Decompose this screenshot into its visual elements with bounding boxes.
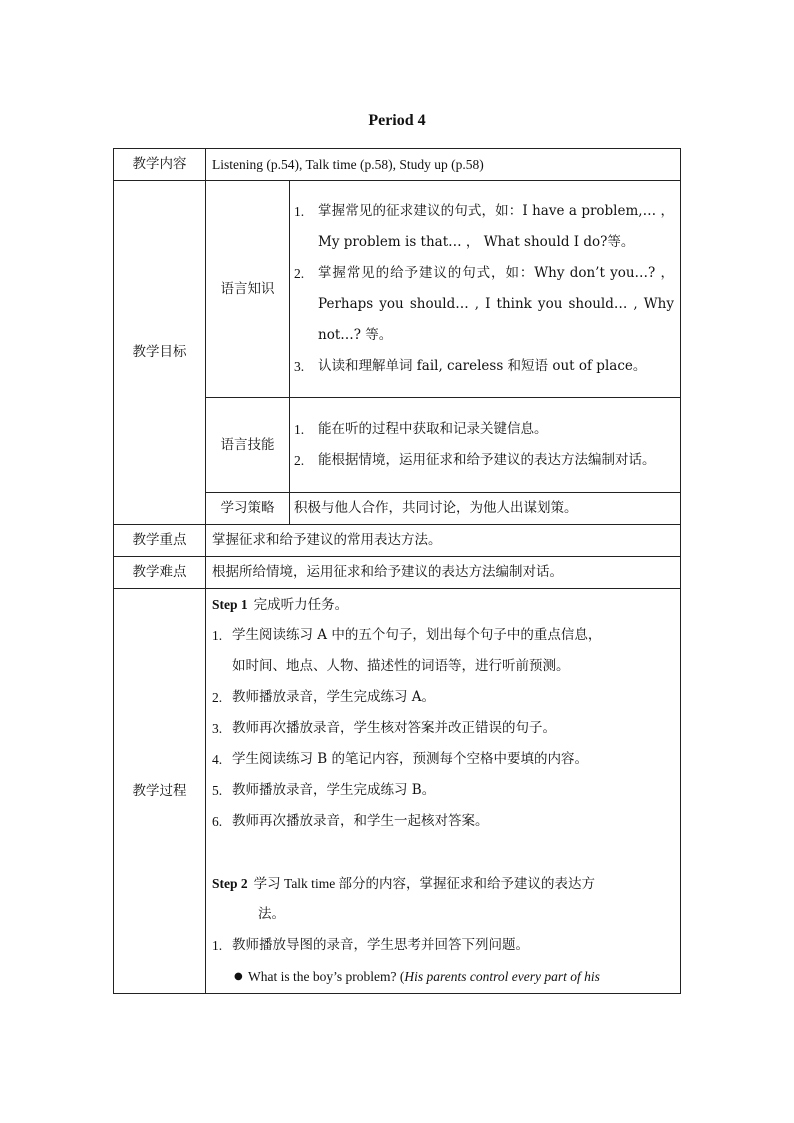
row-focus xyxy=(114,525,681,557)
list-item: 3. 认读和理解单词 fail, careless 和短语 out of place。 xyxy=(294,351,674,382)
list-item: 1. 学生阅读练习 A 中的五个句子，划出每个句子中的重点信息， xyxy=(212,627,602,643)
label-knowledge: 语言知识 xyxy=(206,181,290,398)
bullet-question: ● What is the boy’s problem? (His parents control every part of his xyxy=(212,961,674,992)
knowledge-cell xyxy=(290,181,681,398)
label-process: 教学过程 xyxy=(114,589,206,994)
list-item: 2. 能根据情境，运用征求和给予建议的表达方法编制对话。 xyxy=(294,445,674,476)
knowledge-item-1: 掌握常见的征求建议的句式，如：I have a problem,… ， My problem is that… ， What should I do?等。 xyxy=(318,203,674,250)
list-item: 1. 教师播放导图的录音，学生思考并回答下列问题。 xyxy=(212,937,529,953)
row-knowledge xyxy=(114,181,681,398)
row-content xyxy=(114,149,681,181)
label-skills: 语言技能 xyxy=(206,398,290,493)
list-item: 2. 掌握常见的给予建议的句式，如：Why don’t you…? ， Perhaps you should… , I think you should… , Why not…? 等。 xyxy=(294,258,674,351)
list-item: 5. 教师播放录音，学生完成练习 B。 xyxy=(212,782,436,798)
content-value: Listening (p.54), Talk time (p.58), Study up (p.58) xyxy=(206,149,681,181)
step2-heading-continued: 法。 xyxy=(258,906,285,922)
spacer xyxy=(212,837,674,868)
row-difficulty xyxy=(114,557,681,589)
step1-heading: Step 1 完成听力任务。 xyxy=(212,597,349,612)
skills-item-1: 能在听的过程中获取和记录关键信息。 xyxy=(318,421,548,437)
step2-heading: Step 2 学习 Talk time 部分的内容，掌握征求和给予建议的表达方 xyxy=(212,876,596,891)
list-item: 1. 能在听的过程中获取和记录关键信息。 xyxy=(294,414,674,445)
list-item: 3. 教师再次播放录音，学生核对答案并改正错误的句子。 xyxy=(212,720,556,736)
skills-cell xyxy=(290,398,681,493)
label-difficulty: 教学难点 xyxy=(114,557,206,589)
focus-value: 掌握征求和给予建议的常用表达方法。 xyxy=(206,525,681,557)
list-item-continued: 如时间、地点、人物、描述性的词语等，进行听前预测。 xyxy=(232,658,570,674)
label-content: 教学内容 xyxy=(114,149,206,181)
lesson-plan-table xyxy=(113,148,681,994)
label-focus: 教学重点 xyxy=(114,525,206,557)
skills-item-2: 能根据情境，运用征求和给予建议的表达方法编制对话。 xyxy=(318,452,656,468)
knowledge-item-2: 掌握常见的给予建议的句式，如：Why don’t you…? ， Perhaps you should… , I think you should… , Why not…? 等。 xyxy=(318,265,674,343)
label-strategy: 学习策略 xyxy=(206,493,290,525)
list-item: 1. 掌握常见的征求建议的句式，如：I have a problem,… ， My problem is that… ， What should I do?等。 xyxy=(294,196,674,258)
strategy-value: 积极与他人合作，共同讨论，为他人出谋划策。 xyxy=(290,493,681,525)
list-item: 6. 教师再次播放录音，和学生一起核对答案。 xyxy=(212,813,489,829)
bullet-dot-icon: ● xyxy=(234,971,243,982)
list-item: 2. 教师播放录音，学生完成练习 A。 xyxy=(212,689,436,705)
knowledge-item-3: 认读和理解单词 fail, careless 和短语 out of place。 xyxy=(318,358,647,374)
page-title: Period 4 xyxy=(368,112,426,129)
row-process xyxy=(114,589,681,994)
difficulty-value: 根据所给情境，运用征求和给予建议的表达方法编制对话。 xyxy=(206,557,681,589)
list-item: 4. 学生阅读练习 B 的笔记内容，预测每个空格中要填的内容。 xyxy=(212,751,589,767)
label-objectives: 教学目标 xyxy=(114,181,206,525)
process-cell xyxy=(206,589,681,994)
